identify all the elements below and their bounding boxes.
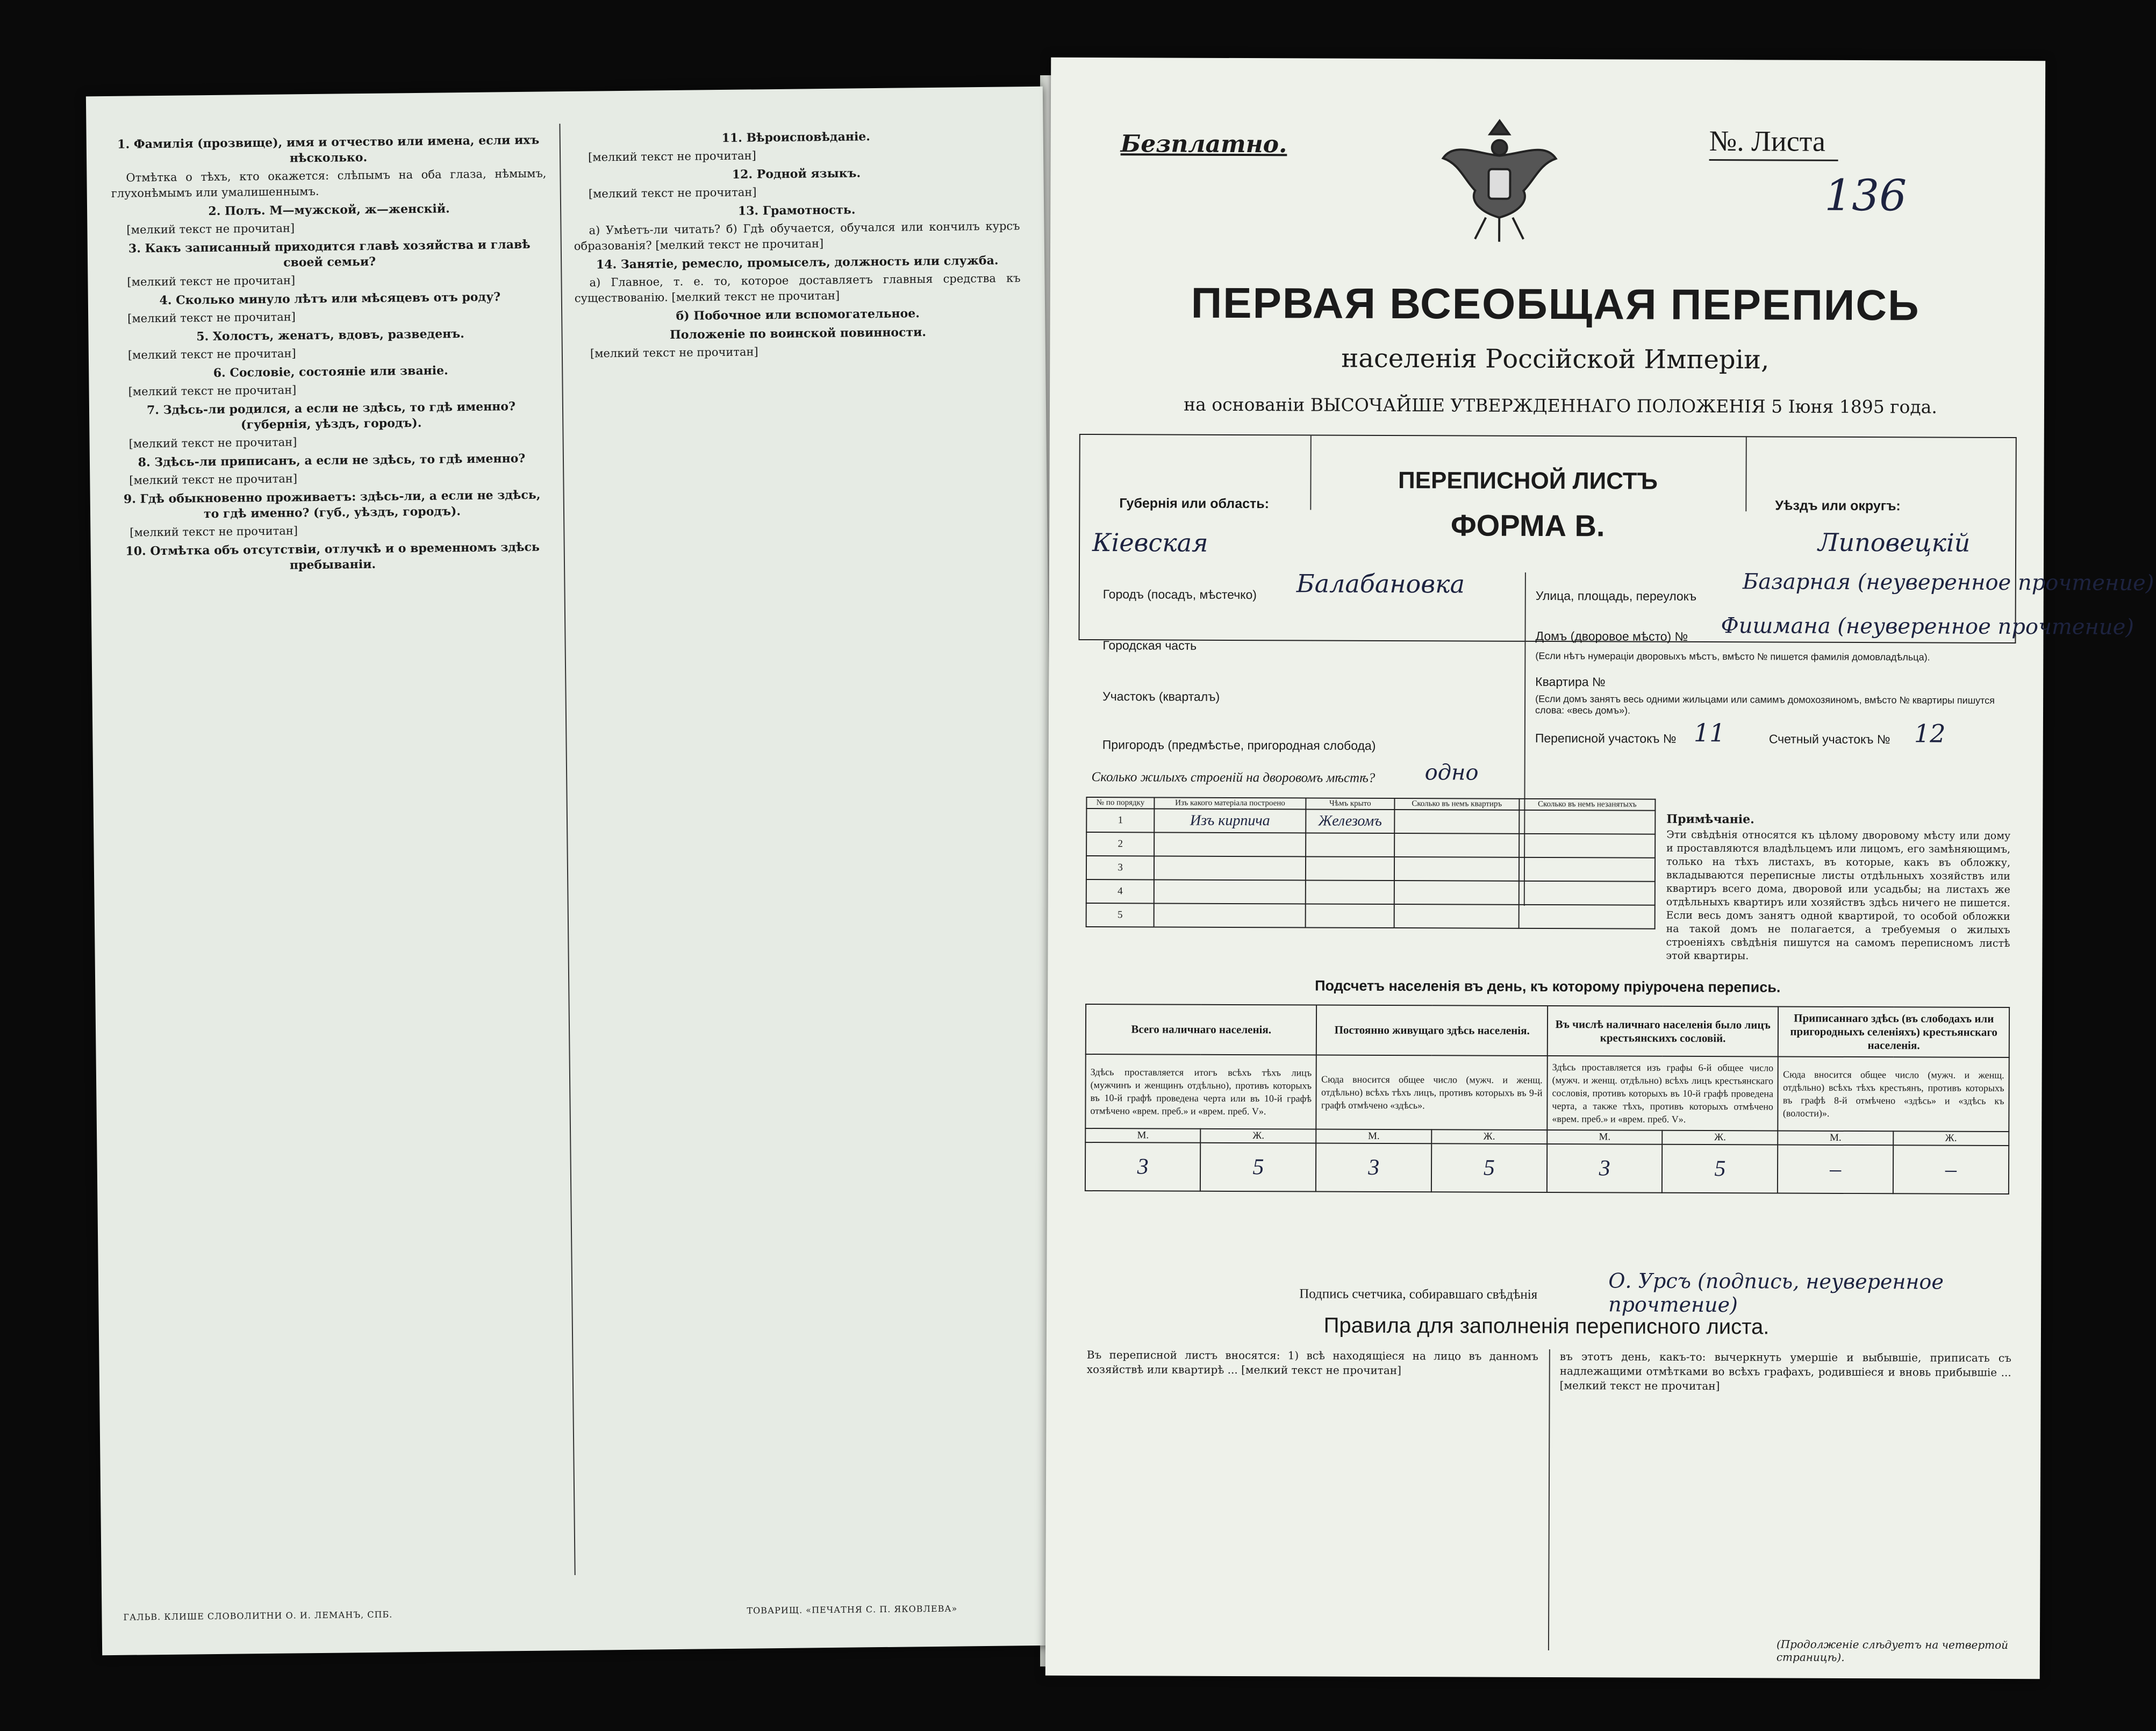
buildings-header-cell: Сколько въ немъ незанятыхъ: [1519, 799, 1655, 811]
count-header-cell: Въ числѣ наличнаго населенія было лицъ крестьянскихъ сословій.: [1548, 1006, 1779, 1056]
buildings-header-cell: Чѣмъ крыто: [1306, 798, 1394, 810]
section-heading: 8. Здѣсь-ли приписанъ, а если не здѣсь, то гдѣ именно?: [138, 451, 526, 470]
count-value-cell: –: [1778, 1145, 1893, 1194]
section-heading: 1. Фамилія (прозвище), имя и отчество или имена, если ихъ нѣсколько.: [117, 133, 540, 166]
section-text: а) Главное, т. е. то, которое доставляетъ главныя средства къ существованію. [мелкий текст не прочитан]: [574, 271, 1021, 305]
section-heading: 7. Здѣсь-ли родился, а если не здѣсь, то гдѣ именно? (губернія, уѣздъ, городъ).: [146, 399, 516, 432]
signature-value: О. Урсъ (подпись, неуверенное прочтение): [1608, 1269, 1944, 1317]
buildings-cell: Железомъ: [1306, 809, 1394, 833]
count-description-cell: Сюда вносится общее число (мужч. и женщ. отдѣльно) всѣхъ тѣхъ крестьянъ, противъ которыхъ въ графѣ 8-й отмѣчено «здѣсь» и «здѣсь къ (волости)».: [1778, 1057, 2009, 1132]
rules-column-left: Въ переписной листъ вносятся: 1) всѣ находящіеся на лицо въ данномъ хозяйствѣ или квартирѣ ... [мелкий текст не прочитан]: [1086, 1348, 1538, 1377]
buildings-answer: одно: [1424, 760, 1479, 785]
free-label: Безплатно.: [1120, 130, 1287, 159]
imperial-eagle-icon: [1437, 110, 1562, 250]
buildings-cell: 4: [1086, 879, 1154, 903]
table-row: [1086, 903, 1655, 929]
note-text: Эти свѣдѣнія относятся къ цѣлому дворовому мѣсту или дому и проставляются владѣльцемъ или лицомъ, его замѣняющимъ, только на тѣхъ листахъ, въ которые, какъ въ обложку, вкладываются переписные листы отдѣльныхъ хозяйствъ или квартиръ всего дома, дворовой или усадьбы; на листахъ же отдѣльныхъ квартиръ или хозяйствъ здѣсь ничего не пишется. Если весь домъ занятъ одной квартирой, то особой обложки на такой домъ не полагается, а требуемыя о жилыхъ строеніяхъ свѣдѣнія пишутся на самомъ переписномъ листѣ этой квартиры.: [1666, 828, 2011, 962]
population-count-table: [1085, 1004, 2010, 1194]
count-description-cell: Здѣсь проставляется итогъ всѣхъ тѣхъ лицъ (мужчинъ и женщинъ отдѣльно), противъ которыхъ въ 10-й графѣ проведена черта или въ 10-й графѣ отмѣчено «врем. преб.» и «врем. преб. V».: [1085, 1054, 1316, 1129]
buildings-cell: [1154, 832, 1306, 856]
section-text: [мелкий текст не прочитан]: [128, 383, 297, 398]
street-label: Улица, площадь, переулокъ: [1535, 588, 1697, 603]
schet-uchastok-value: 12: [1914, 719, 1946, 748]
buildings-cell: [1394, 857, 1519, 881]
count-description-cell: Сюда вносится общее число (мужч. и женщ. отдѣльно) всѣхъ тѣхъ лицъ, противъ которыхъ въ 9-й графѣ отмѣчено «здѣсь».: [1316, 1055, 1548, 1130]
sheet-number-underline: [1709, 159, 1838, 161]
buildings-cell: 5: [1086, 903, 1154, 927]
house-label: Домъ (дворовое мѣсто) №: [1535, 628, 1688, 643]
section-text: [мелкий текст не прочитан]: [127, 310, 296, 325]
note-heading: Примѣчаніе.: [1666, 812, 1754, 827]
perep-uchastok-label: Переписной участокъ №: [1535, 731, 1677, 746]
town-value: Балабановка: [1296, 569, 1465, 599]
table-row: [1086, 879, 1655, 905]
uezd-value: Липовецкій: [1818, 527, 1971, 557]
section-heading: 5. Холостъ, женатъ, вдовъ, разведенъ.: [196, 327, 464, 344]
instructions-column-2: [573, 124, 1034, 1580]
instructions-column-1: [111, 129, 561, 1585]
perep-uchastok-value: 11: [1693, 718, 1725, 748]
section-heading: б) Побочное или вспомогательное.: [676, 306, 920, 323]
count-value-cell: 3: [1085, 1142, 1201, 1191]
section-text: [мелкий текст не прочитан]: [128, 435, 297, 450]
buildings-cell: [1394, 833, 1519, 857]
buildings-cell: [1154, 879, 1306, 904]
buildings-cell: [1519, 881, 1655, 905]
count-value-cell: 5: [1431, 1143, 1548, 1192]
census-title: ПЕРВАЯ ВСЕОБЩАЯ ПЕРЕПИСЬ: [1191, 278, 1920, 330]
sex-column-header: Ж.: [1431, 1129, 1547, 1144]
section-heading: 13. Грамотность.: [737, 203, 856, 218]
sex-column-header: Ж.: [1200, 1129, 1316, 1143]
flat-label: Квартира №: [1535, 674, 1606, 689]
buildings-cell: [1394, 904, 1518, 928]
section-heading: 11. Вѣроисповѣданіе.: [721, 130, 871, 146]
section-text: Отмѣтка о тѣхъ, кто окажется: слѣпымъ на оба глаза, нѣмымъ, глухонѣмымъ или умалишеннымъ.: [111, 167, 547, 200]
gubernia-label: Губернія или область:: [1119, 496, 1270, 512]
column-divider: [559, 124, 575, 1575]
buildings-cell: Изъ кирпича: [1154, 809, 1306, 833]
buildings-cell: [1394, 881, 1519, 905]
buildings-cell: [1305, 904, 1394, 928]
buildings-cell: [1394, 810, 1519, 834]
buildings-header-cell: № по порядку: [1086, 797, 1154, 809]
sex-column-header: М.: [1085, 1128, 1200, 1143]
schet-uchastok-label: Счетный участокъ №: [1768, 732, 1890, 747]
section-heading: 10. Отмѣтка объ отсутствіи, отлучкѣ и о временномъ здѣсь пребываніи.: [125, 540, 540, 573]
section-text: [мелкий текст не прочитан]: [127, 347, 296, 362]
buildings-cell: 1: [1086, 809, 1154, 832]
buildings-cell: [1154, 903, 1306, 927]
street-value: Базарная (неуверенное прочтение): [1742, 569, 2154, 596]
sex-column-header: Ж.: [1893, 1131, 2009, 1146]
flat-note: (Если домъ занятъ весь одними жильцами или самимъ домохозяиномъ, вмѣсто № квартиры пишутся слова: «весь домъ»).: [1535, 693, 1995, 716]
count-description-cell: Здѣсь проставляется изъ графы 6-й общее число (мужч. и женщ. отдѣльно) всѣхъ лицъ крестьянскаго сословія, противъ которыхъ въ 10-й графѣ проведена черта, а также тѣхъ, противъ которыхъ отмѣчено «врем. преб.» и «врем. преб. V».: [1547, 1056, 1778, 1131]
census-subtitle: населенія Россійской Имперіи,: [1341, 343, 1770, 375]
count-header-cell: Постоянно живущаго здѣсь населенія.: [1316, 1005, 1548, 1056]
rules-continued: (Продолженіе слѣдуетъ на четвертой страницѣ).: [1776, 1637, 2009, 1664]
section-text: а) Умѣетъ-ли читать? б) Гдѣ обучается, обучался или кончилъ курсъ образованія? [мелкий текст не прочитан]: [574, 219, 1020, 253]
right-page: [1045, 58, 2154, 1679]
count-value-cell: –: [1893, 1145, 2009, 1194]
table-row: [1086, 809, 1655, 834]
section-heading: Положеніе по воинской повинности.: [669, 325, 927, 342]
sex-column-header: М.: [1316, 1129, 1431, 1144]
printer-note-left: ГАЛЬВ. КЛИШЕ СЛОВОЛИТНИ О. И. ЛЕМАНЪ, СПБ.: [123, 1609, 393, 1622]
buildings-cell: [1519, 810, 1655, 834]
section-text: [мелкий текст не прочитан]: [130, 524, 298, 539]
sex-column-header: Ж.: [1662, 1131, 1778, 1145]
section-text: [мелкий текст не прочитан]: [588, 149, 756, 164]
count-header-cell: Приписаннаго здѣсь (въ слободахъ или пригородныхъ селеніяхъ) крестьянскаго населенія.: [1778, 1007, 2009, 1057]
uezd-label: Уѣздъ или округъ:: [1775, 498, 1901, 514]
section-text: [мелкий текст не прочитан]: [588, 185, 757, 201]
form-title: ПЕРЕПИСНОЙ ЛИСТЪ: [1398, 467, 1658, 495]
buildings-cell: [1519, 834, 1655, 858]
count-value-cell: 3: [1316, 1143, 1431, 1192]
buildings-cell: [1306, 880, 1394, 904]
count-value-cell: 3: [1547, 1144, 1663, 1193]
sex-column-header: М.: [1778, 1131, 1893, 1146]
section-text: [мелкий текст не прочитан]: [129, 472, 298, 487]
buildings-header-cell: Изъ какого матеріала построено: [1155, 797, 1306, 809]
section-heading: 14. Занятіе, ремесло, промыселъ, должность или служба.: [596, 253, 999, 272]
section-heading: 9. Гдѣ обыкновенно проживаетъ: здѣсь-ли, а если не здѣсь, то гдѣ именно? (губ., уѣздъ, городъ).: [123, 488, 541, 521]
left-page: [86, 87, 1059, 1655]
rules-title: Правила для заполненія переписного листа.: [1323, 1313, 1770, 1339]
section-text: [мелкий текст не прочитан]: [127, 274, 296, 289]
signature-label: Подпись счетчика, собиравшаго свѣдѣнія: [1299, 1286, 1538, 1302]
buildings-cell: [1306, 833, 1394, 857]
uchastok-label: Участокъ (кварталъ): [1102, 689, 1220, 704]
form-letter: ФОРМА В.: [1450, 508, 1605, 543]
printer-note-right: ТОВАРИЩ. «ПЕЧАТНЯ С. П. ЯКОВЛЕВА»: [747, 1603, 958, 1616]
count-value-cell: 5: [1662, 1145, 1778, 1193]
legal-basis: на основаніи ВЫСОЧАЙШЕ УТВЕРЖДЕННАГО ПОЛОЖЕНІЯ 5 Іюня 1895 года.: [1184, 394, 1937, 418]
buildings-cell: 2: [1086, 832, 1154, 856]
buildings-cell: [1519, 857, 1655, 882]
house-value: Фишмана (неуверенное прочтение): [1721, 613, 2134, 640]
count-header-cell: Всего наличнаго населенія.: [1086, 1004, 1317, 1055]
sex-column-header: М.: [1547, 1130, 1662, 1145]
city-part-label: Городская часть: [1102, 638, 1197, 653]
gubernia-value: Кіевская: [1092, 528, 1208, 557]
buildings-cell: [1306, 856, 1394, 881]
section-heading: 12. Родной языкъ.: [732, 166, 861, 182]
count-title: Подсчетъ населенія въ день, къ которому пріурочена перепись.: [1315, 977, 1781, 996]
section-text: [мелкий текст не прочитан]: [590, 345, 758, 360]
count-value-cell: 5: [1200, 1143, 1316, 1192]
section-text: [мелкий текст не прочитан]: [126, 221, 295, 237]
section-heading: 3. Какъ записанный приходится главѣ хозяйства и главѣ своей семьи?: [128, 237, 531, 270]
section-heading: 4. Сколько минуло лѣтъ или мѣсяцевъ отъ роду?: [159, 290, 501, 307]
section-heading: 2. Полъ. М—мужской, ж—женскій.: [208, 202, 450, 219]
buildings-cell: [1518, 905, 1654, 929]
buildings-header-cell: Сколько въ немъ квартиръ: [1394, 798, 1519, 810]
sheet-number-value: 136: [1824, 170, 1907, 221]
sheet-number-label: №. Листа: [1709, 125, 1826, 158]
house-note: (Если нѣтъ нумераціи дворовыхъ мѣстъ, вмѣсто № пишется фамилія домовладѣльца).: [1535, 650, 1930, 663]
section-heading: 6. Сословіе, состояніе или званіе.: [213, 363, 448, 380]
town-label: Городъ (посадъ, мѣстечко): [1102, 587, 1257, 602]
buildings-table: [1086, 797, 1656, 929]
table-row: [1086, 832, 1655, 858]
buildings-cell: 3: [1086, 856, 1154, 879]
buildings-question: Сколько жилыхъ строеній на дворовомъ мѣстѣ?: [1091, 770, 1376, 785]
prigorod-label: Пригородъ (предмѣстье, пригородная слобода): [1102, 738, 1376, 753]
rules-column-right: въ этотъ день, какъ-то: вычеркнуть умершіе и выбывшіе, приписать съ надлежащими отмѣтками во всѣхъ графахъ, родившіеся и вновь прибывшіе ... [мелкий текст не прочитан]: [1559, 1350, 2011, 1393]
table-row: [1086, 856, 1655, 882]
buildings-cell: [1154, 856, 1306, 880]
